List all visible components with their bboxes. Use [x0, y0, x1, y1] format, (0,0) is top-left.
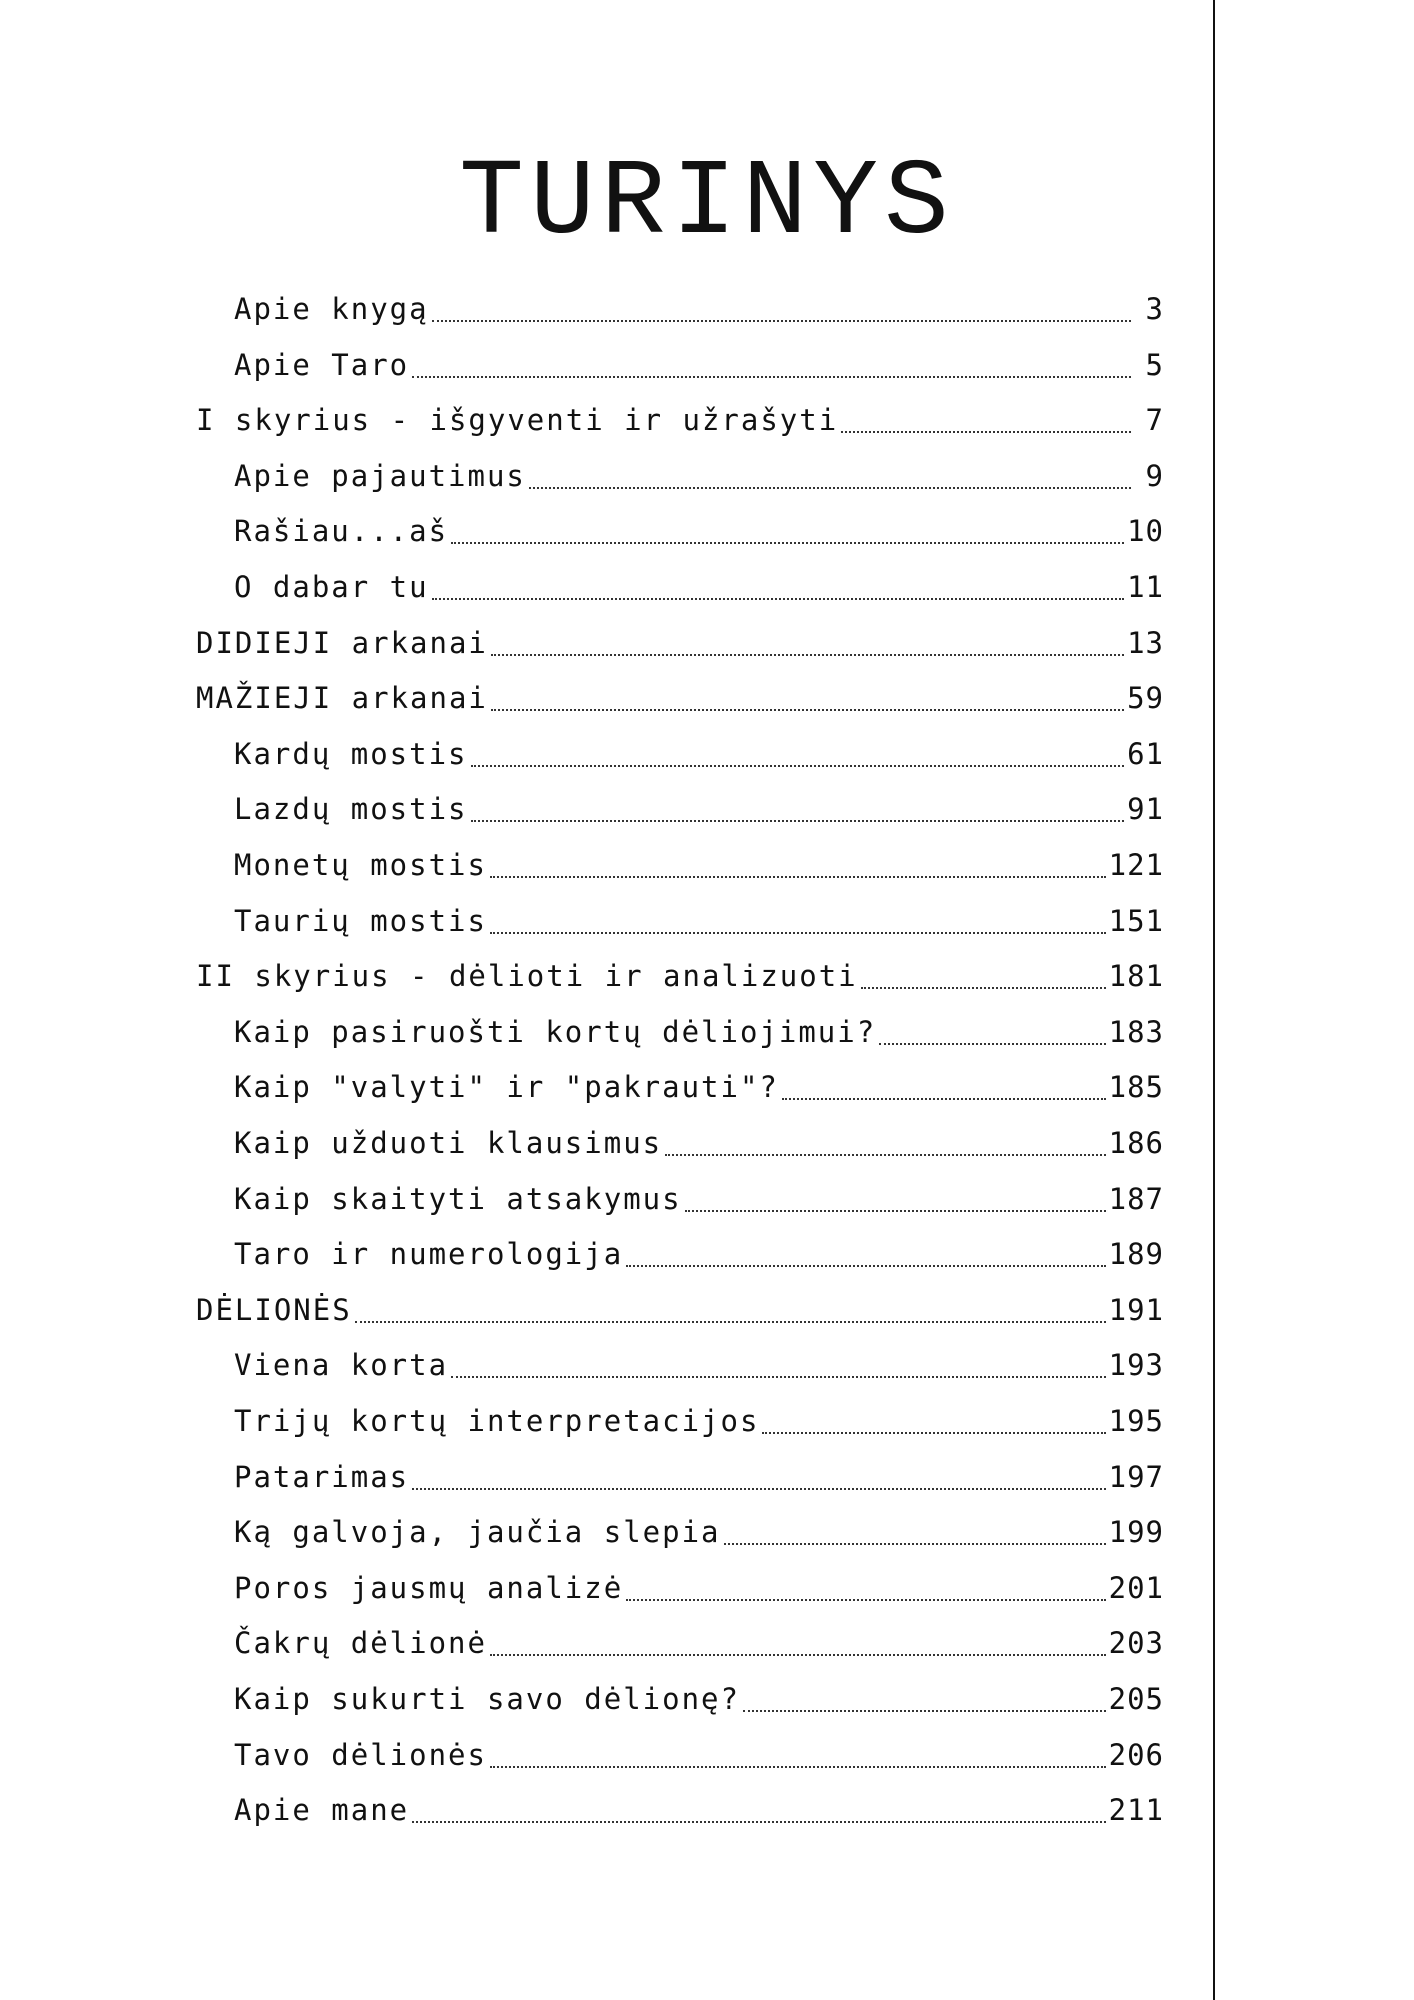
- toc-entry: [234, 570, 1164, 610]
- toc-entry-label: Ką galvoja, jaučia slepia: [234, 1515, 721, 1549]
- toc-entry-page-number: 199: [1108, 1515, 1164, 1549]
- toc-dot-leader: [491, 709, 1124, 711]
- toc-entry: [234, 1515, 1164, 1555]
- toc-entry-label: O dabar tu: [234, 570, 429, 604]
- toc-entry-page-number: 185: [1108, 1070, 1164, 1104]
- toc-dot-leader: [412, 376, 1131, 378]
- toc-dot-leader: [432, 598, 1124, 600]
- toc-entry-label: Kaip sukurti savo dėlionę?: [234, 1682, 740, 1716]
- toc-dot-leader: [491, 654, 1124, 656]
- toc-entry: [234, 1015, 1164, 1055]
- toc-dot-leader: [861, 987, 1106, 989]
- toc-dot-leader: [665, 1154, 1106, 1156]
- toc-dot-leader: [626, 1265, 1105, 1267]
- toc-entry: [234, 1348, 1164, 1388]
- toc-entry-page-number: 203: [1108, 1626, 1164, 1660]
- toc-entry-page-number: 7: [1145, 403, 1164, 437]
- toc-entry-page-number: 5: [1145, 348, 1164, 382]
- toc-dot-leader: [743, 1710, 1106, 1712]
- toc-entry-page-number: 9: [1145, 459, 1164, 493]
- toc-entry: [196, 1293, 1164, 1333]
- toc-entry-label: Monetų mostis: [234, 848, 487, 882]
- toc-entry-label: Kardų mostis: [234, 737, 468, 771]
- toc-entry-label: Tavo dėlionės: [234, 1738, 487, 1772]
- toc-entry-page-number: 91: [1127, 792, 1164, 826]
- toc-entry-label: Kaip "valyti" ir "pakrauti"?: [234, 1070, 779, 1104]
- toc-entry-page-number: 10: [1127, 514, 1164, 548]
- toc-entry-page-number: 11: [1127, 570, 1164, 604]
- toc-dot-leader: [685, 1210, 1106, 1212]
- toc-entry-page-number: 191: [1108, 1293, 1164, 1327]
- toc-entry-page-number: 59: [1127, 681, 1164, 715]
- toc-entry-page-number: 206: [1108, 1738, 1164, 1772]
- toc-entry: [234, 459, 1164, 499]
- toc-entry-page-number: 195: [1108, 1404, 1164, 1438]
- toc-entry-page-number: 189: [1108, 1237, 1164, 1271]
- toc-entry-label: Apie pajautimus: [234, 459, 526, 493]
- toc-entry-page-number: 193: [1108, 1348, 1164, 1382]
- toc-entry-label: Apie knygą: [234, 292, 429, 326]
- toc-entry: [234, 737, 1164, 777]
- toc-dot-leader: [412, 1488, 1105, 1490]
- toc-entry: [196, 959, 1164, 999]
- toc-entry-label: Taurių mostis: [234, 904, 487, 938]
- toc-entry-page-number: 205: [1108, 1682, 1164, 1716]
- toc-entry: [234, 848, 1164, 888]
- toc-entry: [234, 1070, 1164, 1110]
- toc-entry: [234, 1237, 1164, 1277]
- toc-dot-leader: [782, 1098, 1106, 1100]
- toc-entry-label: II skyrius - dėlioti ir analizuoti: [196, 959, 858, 993]
- toc-entry: [234, 514, 1164, 554]
- toc-entry: [234, 292, 1164, 332]
- toc-entry: [234, 1738, 1164, 1778]
- toc-entry-page-number: 13: [1127, 626, 1164, 660]
- toc-entry-page-number: 197: [1108, 1460, 1164, 1494]
- toc-entry-label: Kaip užduoti klausimus: [234, 1126, 663, 1160]
- toc-entry-label: Apie Taro: [234, 348, 410, 382]
- toc-dot-leader: [529, 487, 1131, 489]
- toc-entry: [234, 1626, 1164, 1666]
- toc-entry: [234, 348, 1164, 388]
- toc-entry: [234, 1571, 1164, 1611]
- toc-entry-page-number: 151: [1108, 904, 1164, 938]
- toc-dot-leader: [451, 542, 1124, 544]
- toc-entry-label: Viena korta: [234, 1348, 449, 1382]
- page-title: TURINYS: [459, 143, 955, 265]
- toc-entry-page-number: 181: [1108, 959, 1164, 993]
- toc-entry: [234, 1682, 1164, 1722]
- toc-entry: [196, 626, 1164, 666]
- toc-dot-leader: [471, 820, 1125, 822]
- toc-entry-page-number: 3: [1145, 292, 1164, 326]
- toc-dot-leader: [471, 765, 1125, 767]
- toc-dot-leader: [724, 1543, 1106, 1545]
- toc-dot-leader: [451, 1376, 1106, 1378]
- toc-dot-leader: [841, 431, 1131, 433]
- toc-entry-label: Čakrų dėlionė: [234, 1626, 487, 1660]
- toc-dot-leader: [490, 1654, 1106, 1656]
- toc-dot-leader: [762, 1432, 1105, 1434]
- page-edge-line: [1213, 0, 1215, 2000]
- toc-entry-page-number: 121: [1108, 848, 1164, 882]
- toc-entry-label: MAŽIEJI arkanai: [196, 681, 488, 715]
- toc-entry: [234, 904, 1164, 944]
- toc-entry-label: Lazdų mostis: [234, 792, 468, 826]
- toc-entry: [234, 1126, 1164, 1166]
- toc-entry-page-number: 183: [1108, 1015, 1164, 1049]
- toc-dot-leader: [490, 932, 1106, 934]
- toc-entry-label: DIDIEJI arkanai: [196, 626, 488, 660]
- toc-entry-label: Rašiau...aš: [234, 514, 449, 548]
- toc-entry-label: Taro ir numerologija: [234, 1237, 624, 1271]
- toc-entry: [234, 792, 1164, 832]
- toc-entry-label: I skyrius - išgyventi ir užrašyti: [196, 403, 839, 437]
- toc-dot-leader: [355, 1321, 1106, 1323]
- toc-entry-label: Trijų kortų interpretacijos: [234, 1404, 760, 1438]
- toc-entry-label: Poros jausmų analizė: [234, 1571, 624, 1605]
- toc-entry-page-number: 61: [1127, 737, 1164, 771]
- toc-entry-label: Kaip skaityti atsakymus: [234, 1182, 682, 1216]
- toc-entry: [234, 1460, 1164, 1500]
- toc-entry-label: Kaip pasiruošti kortų dėliojimui?: [234, 1015, 877, 1049]
- toc-entry: [234, 1793, 1164, 1833]
- toc-entry: [234, 1182, 1164, 1222]
- toc-entry-page-number: 211: [1108, 1793, 1164, 1827]
- toc-dot-leader: [626, 1599, 1105, 1601]
- toc-dot-leader: [490, 1766, 1106, 1768]
- toc-dot-leader: [879, 1043, 1105, 1045]
- toc-entry: [196, 403, 1164, 443]
- toc-entry-page-number: 187: [1108, 1182, 1164, 1216]
- toc-entry-label: Patarimas: [234, 1460, 410, 1494]
- toc-dot-leader: [490, 876, 1106, 878]
- toc-entry-page-number: 201: [1108, 1571, 1164, 1605]
- toc-dot-leader: [432, 320, 1131, 322]
- toc-entry-label: Apie mane: [234, 1793, 410, 1827]
- toc-entry: [196, 681, 1164, 721]
- toc-entry: [234, 1404, 1164, 1444]
- toc-entry-page-number: 186: [1108, 1126, 1164, 1160]
- toc-entry-label: DĖLIONĖS: [196, 1293, 352, 1327]
- toc-dot-leader: [412, 1821, 1105, 1823]
